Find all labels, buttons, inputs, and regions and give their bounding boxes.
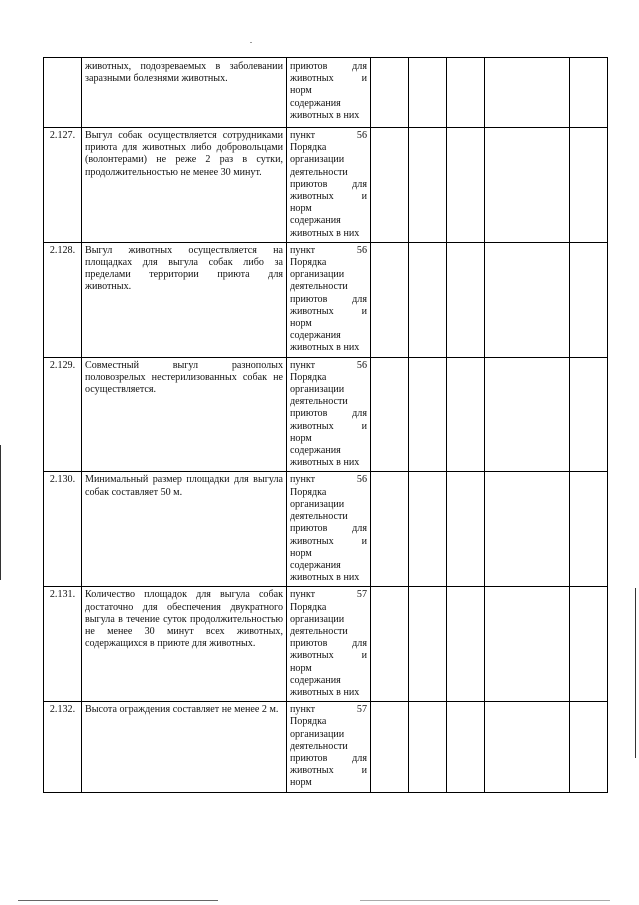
reference-word: организации xyxy=(290,154,345,166)
reference-word: животных в них xyxy=(290,457,360,469)
reference-line xyxy=(290,360,367,372)
reference-word: животных в них xyxy=(290,686,360,698)
table-row xyxy=(44,242,608,357)
reference-line xyxy=(290,421,367,433)
empty-cell xyxy=(409,128,447,243)
reference-line xyxy=(290,638,367,650)
empty-cell xyxy=(570,472,608,587)
reference-line xyxy=(290,457,367,469)
scan-edge-mark xyxy=(635,588,636,758)
reference-line xyxy=(290,294,367,306)
empty-cell xyxy=(570,587,608,702)
reference-line xyxy=(290,548,367,560)
scan-edge-mark xyxy=(0,445,1,580)
empty-cell xyxy=(371,242,409,357)
reference-word: Порядка xyxy=(290,601,327,613)
reference-line xyxy=(290,330,367,342)
reference-word: организации xyxy=(290,498,345,510)
reference-word: 57 xyxy=(356,589,367,601)
requirement-text: Количество площадок для выгула собак достаточно для обеспечения двукратного выгула в течение суток продолжительностью не менее 30 минут всех животных, содержащихся в приюте для животных. xyxy=(82,587,287,702)
reference-word: для xyxy=(352,293,367,305)
reference-line xyxy=(290,203,367,215)
reference-line xyxy=(290,73,367,85)
reference-line xyxy=(290,650,367,662)
reference-line xyxy=(290,306,367,318)
reference-word: и xyxy=(361,765,367,777)
checklist-rows xyxy=(44,58,608,793)
reference-word: животных xyxy=(290,420,334,432)
reference-word: 57 xyxy=(356,704,367,716)
empty-cell xyxy=(409,587,447,702)
reference-line xyxy=(290,318,367,330)
empty-cell xyxy=(447,128,485,243)
reference-line xyxy=(290,741,367,753)
empty-cell xyxy=(485,242,570,357)
reference-word: животных xyxy=(290,765,334,777)
reference-word: животных xyxy=(290,73,334,85)
empty-cell xyxy=(447,702,485,793)
item-number: 2.127. xyxy=(44,128,82,243)
table-row xyxy=(44,357,608,472)
reference-word: содержания xyxy=(290,674,341,686)
reference-word: норм xyxy=(290,318,312,330)
empty-cell xyxy=(485,58,570,128)
empty-cell xyxy=(447,587,485,702)
reference-line xyxy=(290,626,367,638)
table-row xyxy=(44,472,608,587)
empty-cell xyxy=(570,702,608,793)
reference-line xyxy=(290,245,367,257)
empty-cell xyxy=(570,58,608,128)
reference-line xyxy=(290,687,367,699)
reference-line xyxy=(290,474,367,486)
item-number: 2.131. xyxy=(44,587,82,702)
checklist-table xyxy=(43,57,608,793)
reference-line xyxy=(290,167,367,179)
reference-line xyxy=(290,281,367,293)
reference-word: норм xyxy=(290,203,312,215)
reference-line xyxy=(290,729,367,741)
reference-word: и xyxy=(361,305,367,317)
legal-reference xyxy=(287,242,371,357)
reference-word: организации xyxy=(290,269,345,281)
reference-line xyxy=(290,142,367,154)
reference-word: животных xyxy=(290,650,334,662)
reference-word: пункт xyxy=(290,130,316,141)
reference-line xyxy=(290,342,367,354)
reference-line xyxy=(290,663,367,675)
requirement-text: Совместный выгул разнополых половозрелых нестерилизованных собак не осуществляется. xyxy=(82,357,287,472)
reference-line xyxy=(290,98,367,110)
reference-word: животных в них xyxy=(290,572,360,584)
reference-word: пункт xyxy=(290,244,316,256)
item-number xyxy=(44,58,82,128)
item-number: 2.132. xyxy=(44,702,82,793)
empty-cell xyxy=(447,58,485,128)
reference-word: для xyxy=(352,178,367,190)
legal-reference xyxy=(287,587,371,702)
empty-cell xyxy=(485,472,570,587)
reference-line xyxy=(290,228,367,240)
reference-word: и xyxy=(361,420,367,432)
reference-word: приютов xyxy=(290,408,328,420)
reference-word: деятельности xyxy=(290,166,348,178)
reference-word: содержания xyxy=(290,330,341,342)
reference-line xyxy=(290,110,367,122)
reference-word: Порядка xyxy=(290,486,327,498)
empty-cell xyxy=(485,128,570,243)
reference-line xyxy=(290,269,367,281)
reference-line xyxy=(290,445,367,457)
reference-line xyxy=(290,572,367,584)
reference-word: деятельности xyxy=(290,281,348,293)
reference-word: организации xyxy=(290,384,345,396)
reference-word: деятельности xyxy=(290,396,348,408)
reference-line xyxy=(290,614,367,626)
reference-line xyxy=(290,179,367,191)
reference-word: пункт xyxy=(290,474,316,486)
empty-cell xyxy=(371,472,409,587)
reference-word: для xyxy=(352,638,367,650)
reference-line xyxy=(290,499,367,511)
reference-word: организации xyxy=(290,613,345,625)
legal-reference xyxy=(287,702,371,793)
reference-line xyxy=(290,191,367,203)
item-number: 2.130. xyxy=(44,472,82,587)
reference-line xyxy=(290,523,367,535)
empty-cell xyxy=(570,128,608,243)
empty-cell xyxy=(570,357,608,472)
reference-word: и xyxy=(361,535,367,547)
reference-word: содержания xyxy=(290,97,341,109)
reference-line xyxy=(290,511,367,523)
table-row xyxy=(44,58,608,128)
reference-word: норм xyxy=(290,547,312,559)
reference-line xyxy=(290,372,367,384)
empty-cell xyxy=(570,242,608,357)
reference-word: приютов xyxy=(290,293,328,305)
reference-word: приютов xyxy=(290,523,328,535)
reference-word: организации xyxy=(290,728,345,740)
reference-word: пункт xyxy=(290,359,316,371)
reference-word: Порядка xyxy=(290,142,327,154)
requirement-text: Выгул животных осуществляется на площадках для выгула собак либо за пределами территории приюта для животных. xyxy=(82,242,287,357)
reference-word: 56 xyxy=(356,474,367,486)
reference-word: и xyxy=(361,73,367,85)
table-row xyxy=(44,128,608,243)
legal-reference xyxy=(287,58,371,128)
empty-cell xyxy=(485,357,570,472)
reference-word: приютов xyxy=(290,178,328,190)
reference-word: животных xyxy=(290,535,334,547)
reference-word: содержания xyxy=(290,215,341,227)
reference-word: животных в них xyxy=(290,342,360,354)
reference-word: Порядка xyxy=(290,257,327,269)
empty-cell xyxy=(409,242,447,357)
reference-line xyxy=(290,765,367,777)
requirement-text: Минимальный размер площадки для выгула собак составляет 50 м. xyxy=(82,472,287,587)
reference-word: деятельности xyxy=(290,511,348,523)
reference-line xyxy=(290,130,367,142)
reference-line xyxy=(290,85,367,97)
reference-word: для xyxy=(352,752,367,764)
reference-line xyxy=(290,777,367,789)
reference-word: содержания xyxy=(290,445,341,457)
reference-word: деятельности xyxy=(290,625,348,637)
reference-line xyxy=(290,433,367,445)
empty-cell xyxy=(409,702,447,793)
requirement-text: животных, подозреваемых в заболевании заразными болезнями животных. xyxy=(82,58,287,128)
empty-cell xyxy=(371,128,409,243)
reference-line xyxy=(290,487,367,499)
reference-word: норм xyxy=(290,432,312,444)
reference-word: животных xyxy=(290,305,334,317)
reference-word: и xyxy=(361,191,367,203)
reference-line xyxy=(290,560,367,572)
footer-rule xyxy=(360,900,610,901)
reference-line xyxy=(290,61,367,73)
reference-line xyxy=(290,257,367,269)
reference-word: приютов xyxy=(290,752,328,764)
table-row xyxy=(44,702,608,793)
legal-reference xyxy=(287,357,371,472)
reference-word: для xyxy=(352,408,367,420)
reference-word: Порядка xyxy=(290,716,327,728)
empty-cell xyxy=(371,702,409,793)
reference-line xyxy=(290,589,367,601)
empty-cell xyxy=(371,587,409,702)
reference-line xyxy=(290,536,367,548)
empty-cell xyxy=(485,702,570,793)
scan-artifact xyxy=(250,42,252,43)
reference-word: норм xyxy=(290,777,312,789)
reference-line xyxy=(290,396,367,408)
reference-line xyxy=(290,154,367,166)
empty-cell xyxy=(409,472,447,587)
reference-word: норм xyxy=(290,662,312,674)
reference-word: пункт xyxy=(290,589,316,601)
reference-word: для xyxy=(352,61,367,72)
empty-cell xyxy=(485,587,570,702)
footer-rule xyxy=(18,900,218,901)
empty-cell xyxy=(371,357,409,472)
reference-line xyxy=(290,675,367,687)
reference-line xyxy=(290,753,367,765)
item-number: 2.129. xyxy=(44,357,82,472)
table-row xyxy=(44,587,608,702)
empty-cell xyxy=(447,357,485,472)
legal-reference xyxy=(287,472,371,587)
empty-cell xyxy=(409,58,447,128)
item-number: 2.128. xyxy=(44,242,82,357)
reference-line xyxy=(290,716,367,728)
empty-cell xyxy=(409,357,447,472)
reference-line xyxy=(290,602,367,614)
reference-line xyxy=(290,408,367,420)
requirement-text: Высота ограждения составляет не менее 2 м. xyxy=(82,702,287,793)
reference-word: Порядка xyxy=(290,371,327,383)
reference-word: приютов xyxy=(290,638,328,650)
reference-word: норм xyxy=(290,85,312,97)
reference-word: и xyxy=(361,650,367,662)
reference-word: 56 xyxy=(356,359,367,371)
reference-line xyxy=(290,384,367,396)
legal-reference xyxy=(287,128,371,243)
reference-word: для xyxy=(352,523,367,535)
reference-word: приютов xyxy=(290,61,328,72)
reference-word: животных в них xyxy=(290,109,360,121)
reference-word: 56 xyxy=(356,244,367,256)
empty-cell xyxy=(447,242,485,357)
reference-word: деятельности xyxy=(290,740,348,752)
reference-word: животных в них xyxy=(290,227,360,239)
empty-cell xyxy=(371,58,409,128)
reference-line xyxy=(290,704,367,716)
empty-cell xyxy=(447,472,485,587)
reference-line xyxy=(290,215,367,227)
reference-word: пункт xyxy=(290,704,316,716)
reference-word: содержания xyxy=(290,559,341,571)
requirement-text: Выгул собак осуществляется сотрудниками приюта для животных либо добровольцами (волонтерами) не реже 2 раз в сутки, продолжительностью не менее 30 минут. xyxy=(82,128,287,243)
reference-word: 56 xyxy=(356,130,367,141)
reference-word: животных xyxy=(290,191,334,203)
